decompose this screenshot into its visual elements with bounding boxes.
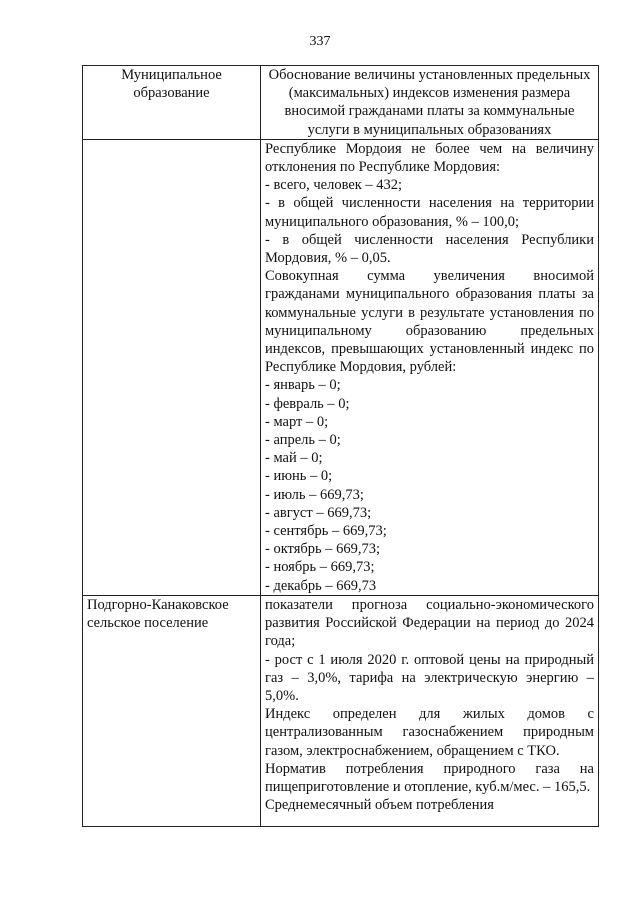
table-header-row [83, 66, 599, 140]
row1-paragraph: Совокупная сумма увеличения вносимой гражданами муниципального образования платы за коммунальные услуги в результате установления по муниципальному образованию предельных индексов, превышающих установленный индекс по Республике Мордовия, рублей: [265, 268, 594, 376]
table-row [83, 595, 599, 826]
month-item: - декабрь – 669,73 [265, 577, 377, 594]
page-number: 337 [309, 34, 331, 49]
justification-table [82, 65, 599, 827]
row2-paragraph: Норматив потребления природного газа на пищеприготовление и отопление, куб.м/мес. – 165,5. [265, 760, 594, 795]
row2-municipality: Подгорно-Канаковское сельское поселение [83, 595, 261, 826]
month-item: - январь – 0; [265, 377, 341, 394]
month-item: - октябрь – 669,73; [265, 541, 381, 558]
row2-justification [261, 595, 599, 826]
row1-justification [261, 139, 599, 595]
row1-paragraph: - всего, человек – 432; [265, 177, 403, 194]
month-item: - сентябрь – 669,73; [265, 523, 387, 540]
row2-paragraph: показатели прогноза социально-экономического развития Российской Федерации на период до 2024 года; [265, 596, 594, 650]
row1-paragraph: - в общей численности населения на территории муниципального образования, % – 100,0; [265, 195, 594, 230]
month-item: - ноябрь – 669,73; [265, 559, 375, 576]
row1-paragraph: - в общей численности населения Республики Мордовия, % – 0,05. [265, 231, 594, 267]
month-item: - июль – 669,73; [265, 486, 364, 503]
header-justification: Обоснование величины установленных предельных (максимальных) индексов изменения размера вносимой гражданами платы за коммунальные услуги в муниципальных образованиях [261, 66, 599, 140]
month-item: - июнь – 0; [265, 468, 333, 485]
row2-paragraph: Индекс определен для жилых домов с централизованным газоснабжением природным газом, электроснабжением, обращением с ТКО. [265, 706, 594, 759]
table-row [83, 139, 599, 595]
month-item: - август – 669,73; [265, 504, 372, 521]
row2-paragraph: Среднемесячный объем потребления [265, 797, 494, 814]
row1-municipality [83, 139, 261, 595]
month-item: - май – 0; [265, 450, 323, 467]
row2-paragraph: - рост с 1 июля 2020 г. оптовой цены на природный газ – 3,0%, тарифа на электрическую энергию – 5,0%. [265, 651, 594, 704]
month-item: - март – 0; [265, 413, 329, 430]
month-item: - апрель – 0; [265, 432, 341, 449]
row1-paragraph: Республике Мордоия не более чем на величину отклонения по Республике Мордовия: [265, 140, 594, 176]
month-item: - февраль – 0; [265, 395, 350, 412]
header-municipality: Муниципальное образование [83, 66, 261, 140]
